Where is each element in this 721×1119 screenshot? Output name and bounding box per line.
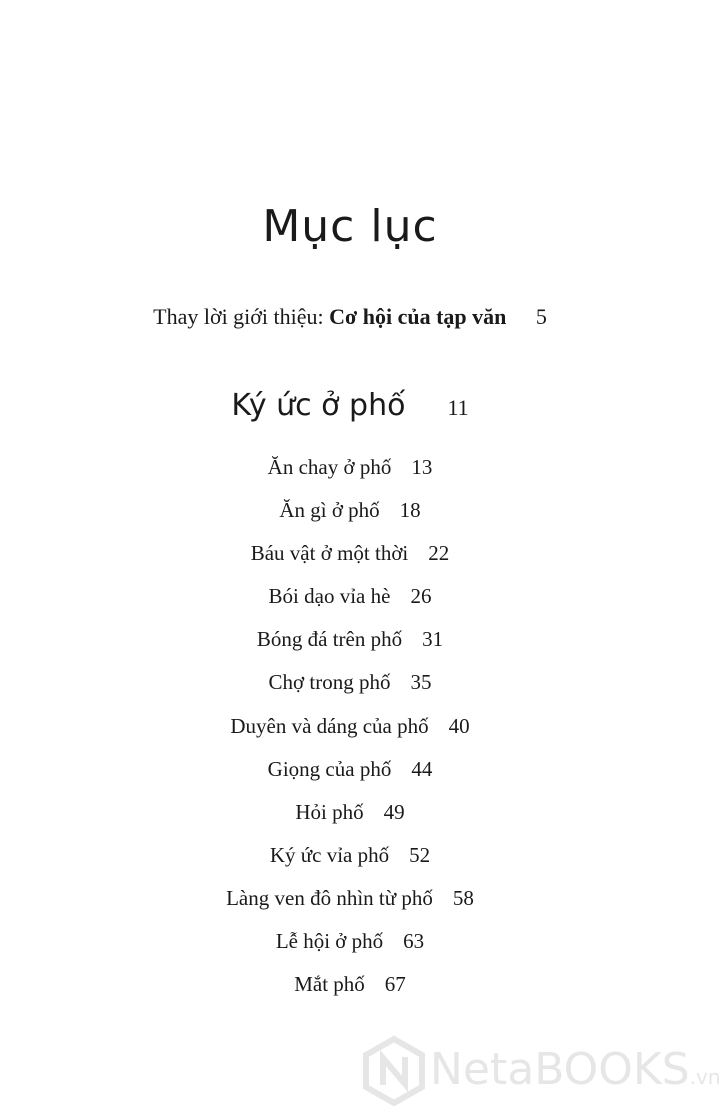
toc-entry-page: 13 (411, 455, 433, 479)
toc-entry-page: 18 (399, 498, 421, 523)
toc-entry-title: Làng ven đô nhìn từ phố (226, 885, 433, 910)
watermark-suffix: .vn (689, 1065, 721, 1089)
section-heading (0, 388, 700, 423)
toc-entry (0, 664, 700, 707)
toc-entry-page: 58 (452, 885, 474, 910)
toc-entry-title: Hỏi phố (295, 799, 364, 824)
intro-label: Thay lời giới thiệu: (153, 304, 324, 329)
netabooks-watermark (362, 1036, 721, 1106)
toc-entry-title: Ăn gì ở phố (279, 498, 380, 523)
toc-entry-title: Lễ hội ở phố (275, 929, 384, 954)
toc-entry-page: 67 (384, 972, 406, 997)
toc-entry (0, 578, 700, 621)
toc-entry (0, 708, 700, 751)
toc-entry-page: 44 (411, 756, 433, 781)
toc-entry-page: 49 (383, 799, 405, 824)
toc-entry-title: Chợ trong phố (268, 670, 391, 695)
toc-entry-title: Báu vật ở một thời (250, 541, 409, 566)
toc-entry-title: Bói dạo vỉa hè (268, 584, 391, 609)
intro-title: Cơ hội của tạp văn (329, 304, 507, 329)
toc-entry (0, 621, 700, 664)
toc-entry-title: Duyên và dáng của phố (230, 713, 429, 738)
toc-entry (0, 535, 700, 578)
toc-entry-page: 26 (410, 584, 432, 609)
toc-list (0, 449, 700, 1009)
page-title: Mục lục (262, 201, 438, 253)
toc-entry-title: Ăn chay ở phố (267, 455, 392, 479)
toc-entry-title: Ký ức vỉa phố (269, 842, 390, 867)
toc-entry-page: 40 (448, 713, 470, 738)
toc-entry (0, 923, 700, 966)
toc-entry-page: 63 (403, 929, 425, 954)
section-page: 11 (447, 395, 469, 420)
toc-entry-title: Bóng đá trên phố (256, 627, 403, 652)
toc-entry-page: 52 (409, 842, 431, 867)
toc-entry (0, 751, 700, 794)
watermark-text (430, 1044, 721, 1095)
toc-entry (0, 966, 700, 1009)
toc-entry-title: Mắt phố (294, 972, 365, 997)
toc-entry (0, 492, 700, 535)
toc-entry-title: Giọng của phố (267, 756, 392, 781)
toc-entry-page: 22 (428, 541, 450, 566)
intro-page: 5 (535, 304, 547, 329)
section-title: Ký ức ở phố (231, 388, 406, 423)
toc-entry (0, 880, 700, 923)
intro-entry (0, 304, 700, 330)
n-hexagon-icon (362, 1036, 426, 1106)
toc-entry (0, 837, 700, 880)
toc-entry (0, 449, 700, 492)
toc-entry-page: 31 (422, 627, 444, 652)
toc-entry-page: 35 (410, 670, 432, 695)
watermark-brand: NetaBOOKS (430, 1044, 690, 1095)
toc-entry (0, 794, 700, 837)
